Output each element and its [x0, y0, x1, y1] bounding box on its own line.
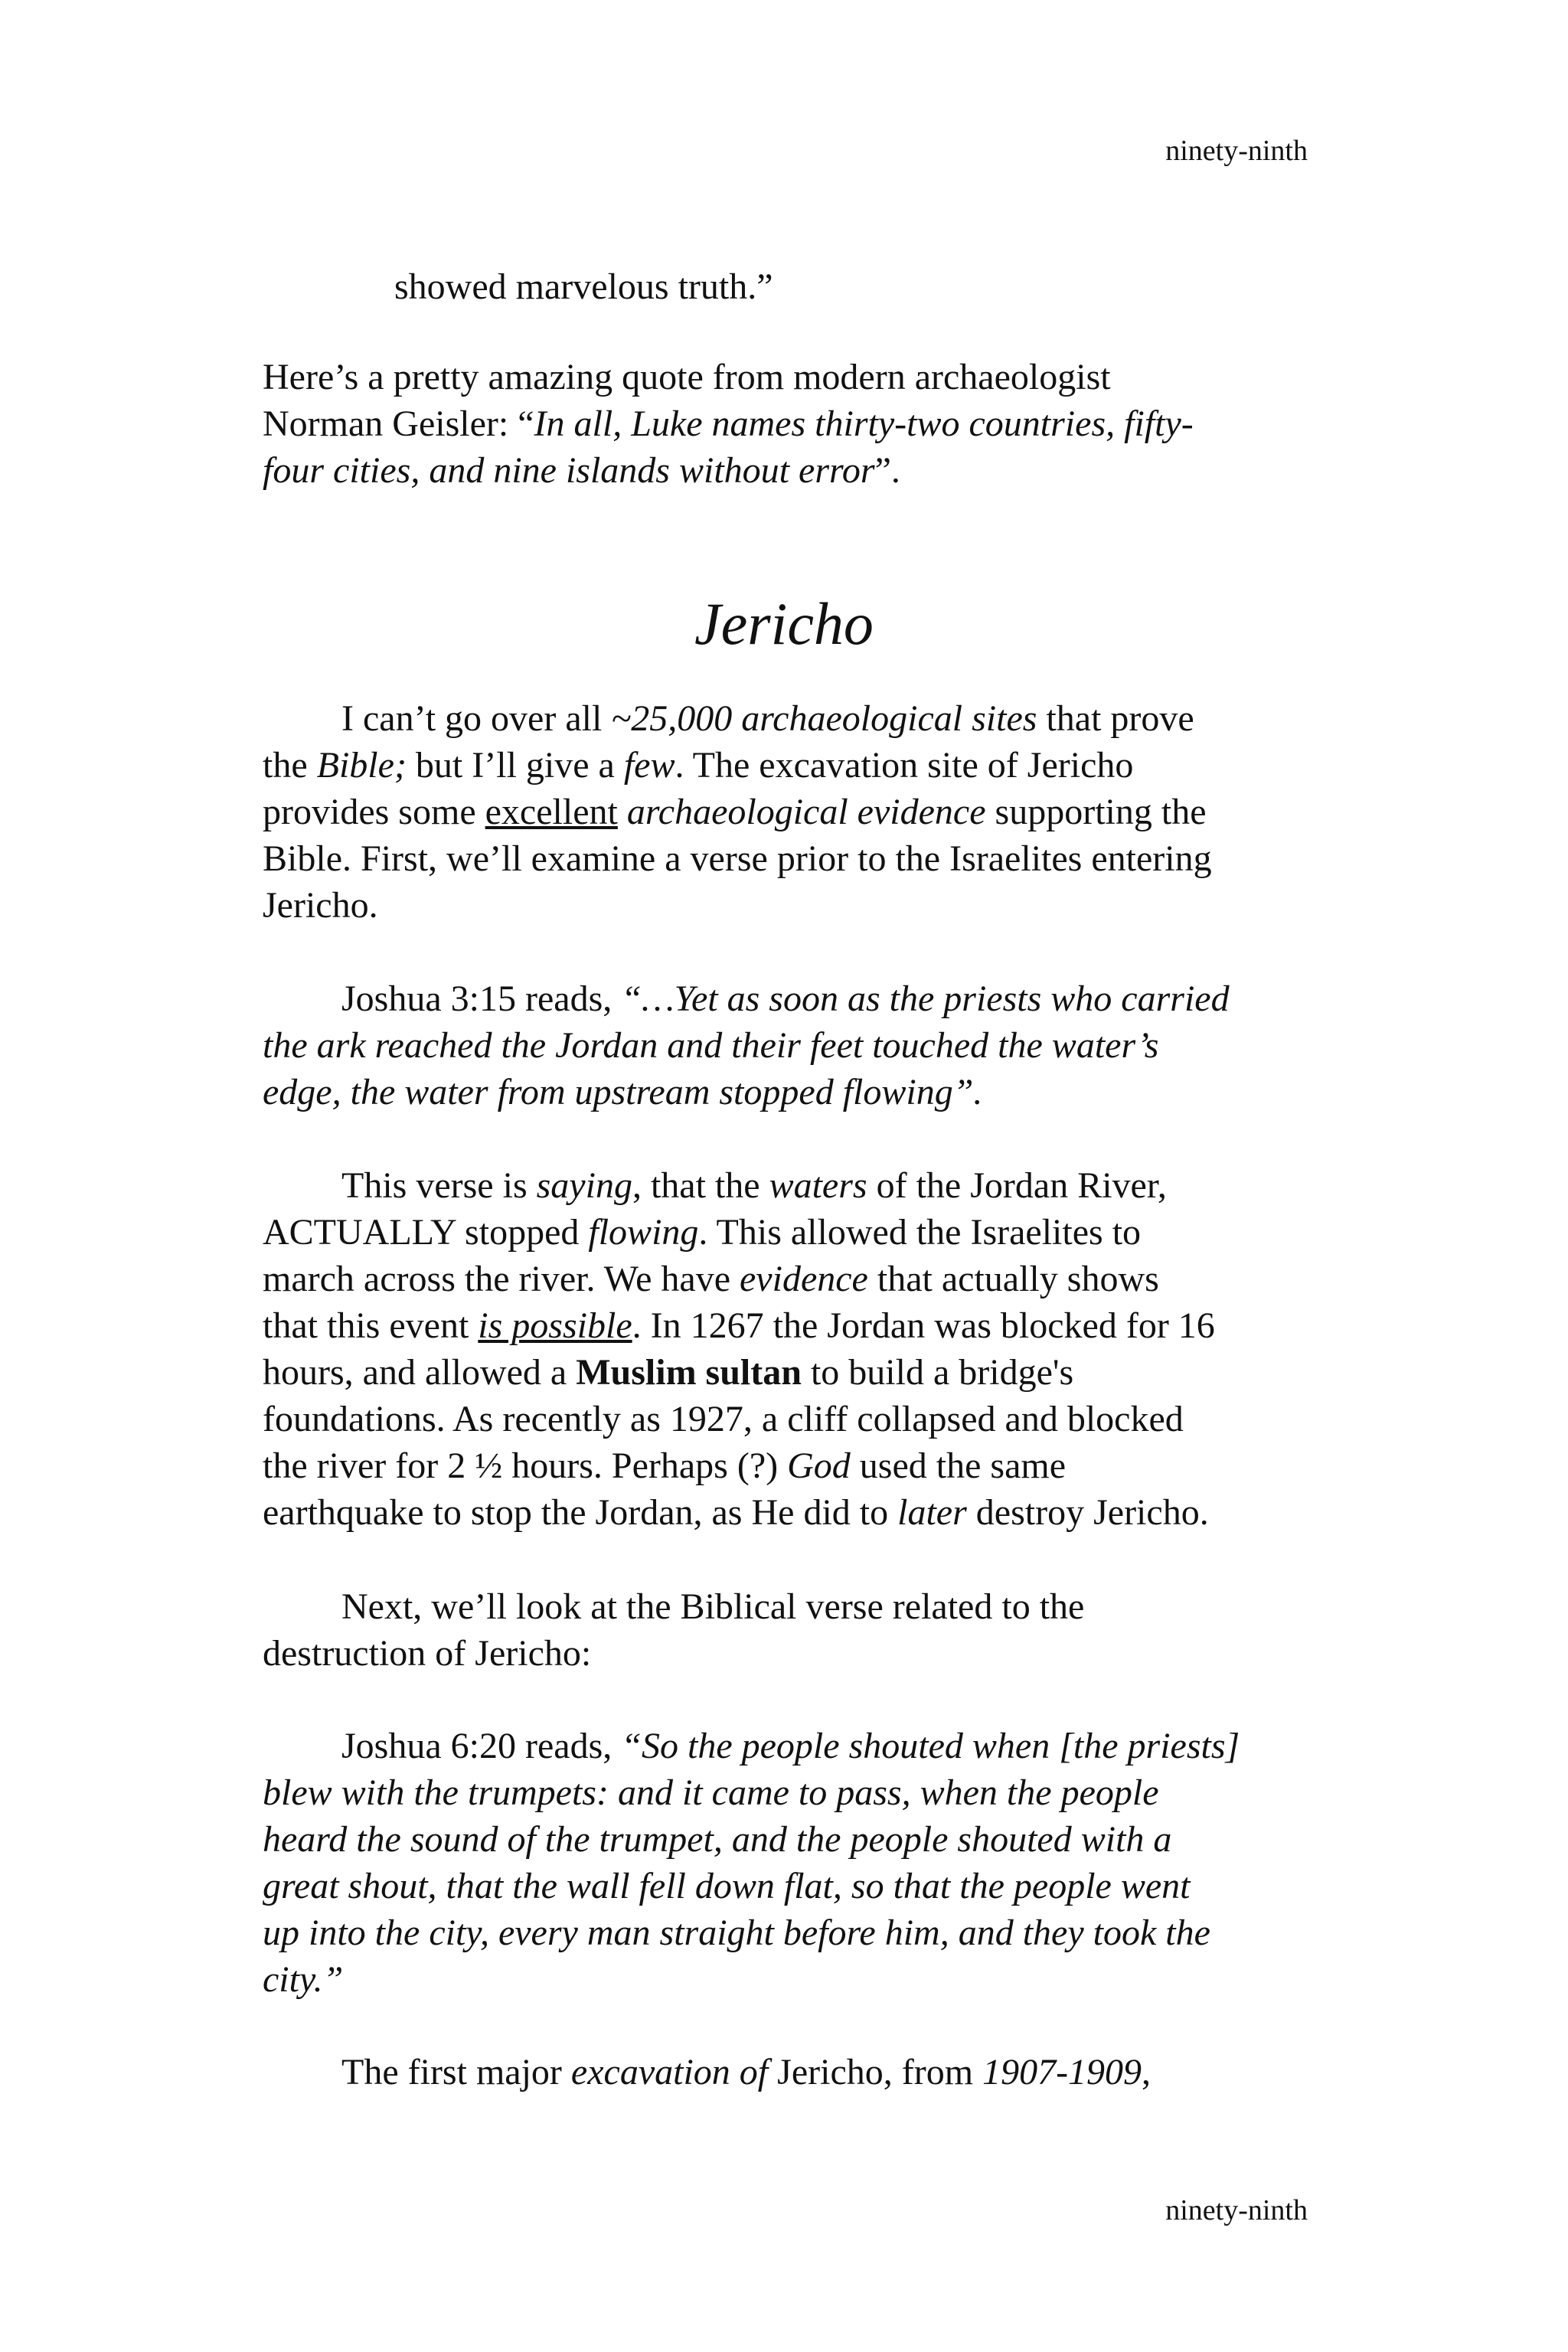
bold-run: Muslim sultan [576, 1352, 802, 1393]
text-line [263, 1769, 1323, 1816]
text-line [263, 1209, 1323, 1256]
text-line: Next, we’ll look at the Biblical verse related to the [341, 1586, 1085, 1627]
text-run: the [263, 745, 317, 786]
text-line [263, 1489, 1323, 1536]
text-line [263, 1863, 1323, 1909]
text-run: supporting the [985, 792, 1207, 832]
text-run: This verse is [341, 1165, 537, 1206]
text-line [263, 2049, 1323, 2096]
italic-run: 1907-1909 [982, 2052, 1142, 2092]
text-run: but I’ll give a [406, 745, 624, 786]
running-footer: ninety-ninth [1165, 2194, 1308, 2226]
italic-quote: heard the sound of the trumpet, and the people shouted with a [263, 1819, 1172, 1860]
text-run: that this event [263, 1305, 479, 1346]
text-line [263, 1302, 1323, 1349]
text-run: that prove [1037, 698, 1194, 739]
text-line [263, 1069, 1323, 1116]
text-run: Joshua 3:15 reads, [341, 978, 622, 1019]
text-run: earthquake to stop the Jordan, as He did to [263, 1492, 898, 1533]
italic-quote: edge, the water from upstream stopped flowing”. [263, 1072, 983, 1112]
italic-quote: blew with the trumpets: and it came to pass, when the people [263, 1772, 1159, 1813]
italic-run: ~25,000 archaeological sites [611, 698, 1037, 739]
text-run: , that the [632, 1165, 769, 1206]
italic-run: later [897, 1492, 967, 1533]
text-line [263, 400, 1323, 447]
text-run: march across the river. We have [263, 1259, 740, 1299]
text-run: ACTUALLY stopped [263, 1212, 589, 1253]
italic-run: archaeological evidence [626, 792, 986, 832]
paragraph-jordan-stopped [263, 1162, 1323, 1536]
text-line: Jericho. [263, 885, 378, 926]
text-line [263, 1909, 1323, 1956]
text-line [263, 789, 1323, 835]
text-line [263, 447, 1323, 494]
paragraph-first-excavation [263, 2049, 1323, 2096]
running-header: ninety-ninth [1165, 135, 1308, 167]
text-line [263, 1442, 1323, 1489]
italic-run: flowing [588, 1212, 699, 1253]
italic-quote: up into the city, every man straight before him, and they took the [263, 1913, 1210, 1953]
text-run: The first major [341, 2052, 571, 2092]
text-run: . This allowed the Israelites to [698, 1212, 1142, 1253]
text-run: the river for 2 ½ hours. Perhaps (?) [263, 1446, 788, 1486]
text-run: that actually shows [867, 1259, 1159, 1299]
italic-quote: four cities, and nine islands without error [263, 450, 875, 491]
text-run: Norman Geisler: “ [263, 403, 534, 444]
italic-run: saying [536, 1165, 632, 1206]
italic-run: waters [769, 1165, 867, 1206]
section-heading: Jericho [694, 590, 874, 657]
italic-run: evidence [740, 1259, 868, 1299]
text-run: Jericho, from [768, 2052, 983, 2092]
text-run [618, 792, 627, 832]
italic-quote: the ark reached the Jordan and their feet touched the water’s [263, 1025, 1159, 1066]
text-run: of the Jordan River, [867, 1165, 1167, 1206]
text-line: foundations. As recently as 1927, a cliff collapsed and blocked [263, 1399, 1184, 1439]
underlined-run: excellent [485, 792, 618, 832]
text-line [263, 1349, 1323, 1396]
text-run: , [1142, 2052, 1152, 2092]
italic-quote: great shout, that the wall fell down flat, so that the people went [263, 1866, 1191, 1906]
text-line: Bible. First, we’ll examine a verse prior to the Israelites entering [263, 838, 1212, 879]
italic-run: God [787, 1446, 851, 1486]
text-run: to build a bridge's [801, 1352, 1074, 1393]
text-run: destroy Jericho. [966, 1492, 1209, 1533]
text-line [263, 1816, 1323, 1863]
italic-quote: “So the people shouted when [the priests] [621, 1726, 1240, 1766]
text-line [263, 695, 1323, 742]
paragraph-next [263, 1583, 1323, 1677]
text-run: I can’t go over all [341, 698, 612, 739]
text-line [263, 1256, 1323, 1302]
text-line [263, 1956, 1323, 2003]
italic-run: few [623, 745, 675, 786]
text-line [263, 1022, 1323, 1069]
text-line [263, 1162, 1323, 1209]
paragraph-archaeological-sites [263, 695, 1323, 929]
text-run: hours, and allowed a [263, 1352, 577, 1393]
text-run: used the same [850, 1446, 1067, 1486]
italic-quote: city.” [263, 1959, 344, 2000]
italic-run: Bible; [316, 745, 407, 786]
text-line [263, 975, 1323, 1022]
italic-run: excavation of [570, 2052, 769, 2092]
paragraph-joshua-3-15 [263, 975, 1323, 1116]
italic-quote: “…Yet as soon as the priests who carried [621, 978, 1230, 1019]
text-line [263, 742, 1323, 789]
text-line [263, 1723, 1323, 1769]
text-run: ”. [874, 450, 900, 491]
text-run: provides some [263, 792, 485, 832]
paragraph-joshua-6-20 [263, 1723, 1323, 2003]
italic-quote: In all, Luke names thirty-two countries, fifty- [534, 403, 1194, 444]
text-line: showed marvelous truth.” [394, 266, 773, 307]
quote-tail [263, 263, 1323, 310]
underline: is possible [478, 1305, 632, 1346]
italic-underlined-run [478, 1305, 632, 1346]
text-line: destruction of Jericho: [263, 1633, 592, 1674]
text-line: Here’s a pretty amazing quote from modern archaeologist [263, 357, 1111, 397]
geisler-paragraph [263, 354, 1323, 494]
text-run: . The excavation site of Jericho [675, 745, 1134, 786]
text-run: Joshua 6:20 reads, [341, 1726, 622, 1766]
text-run: . In 1267 the Jordan was blocked for 16 [632, 1305, 1215, 1346]
